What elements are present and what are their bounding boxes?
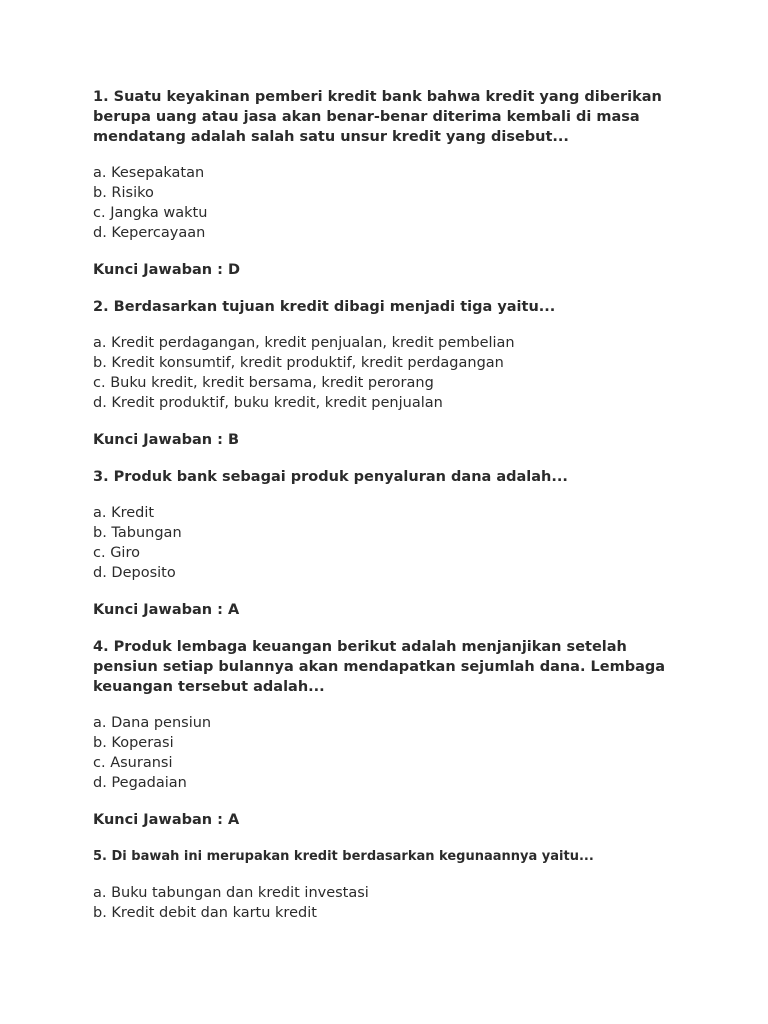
option: d. Deposito <box>93 565 176 581</box>
question-3 <box>93 467 693 620</box>
answer-key: Kunci Jawaban : B <box>93 432 240 448</box>
answer-key: Kunci Jawaban : D <box>93 262 241 278</box>
options-list <box>93 883 693 923</box>
question-1 <box>93 87 693 280</box>
option: a. Dana pensiun <box>93 715 212 731</box>
options-list <box>93 713 693 793</box>
option: c. Buku kredit, kredit bersama, kredit perorang <box>93 375 434 391</box>
option: a. Kesepakatan <box>93 165 205 181</box>
question-4 <box>93 637 693 830</box>
option: d. Kepercayaan <box>93 225 206 241</box>
option: b. Risiko <box>93 185 154 201</box>
question-text: 1. Suatu keyakinan pemberi kredit bank bahwa kredit yang diberikan berupa uang atau jasa akan benar-benar diterima kembali di masa mendatang adalah salah satu unsur kredit yang disebut... <box>93 89 662 145</box>
option: b. Kredit debit dan kartu kredit <box>93 905 317 921</box>
options-list <box>93 503 693 583</box>
option: b. Tabungan <box>93 525 182 541</box>
answer-key: Kunci Jawaban : A <box>93 602 240 618</box>
option: b. Koperasi <box>93 735 174 751</box>
question-text: 2. Berdasarkan tujuan kredit dibagi menjadi tiga yaitu... <box>93 299 556 315</box>
option: b. Kredit konsumtif, kredit produktif, kredit perdagangan <box>93 355 504 371</box>
question-text: 4. Produk lembaga keuangan berikut adalah menjanjikan setelah pensiun setiap bulannya akan mendapatkan sejumlah dana. Lembaga keuangan tersebut adalah... <box>93 639 666 695</box>
options-list <box>93 333 693 413</box>
option: d. Pegadaian <box>93 775 187 791</box>
option: c. Giro <box>93 545 140 561</box>
answer-key: Kunci Jawaban : A <box>93 812 240 828</box>
question-text: 5. Di bawah ini merupakan kredit berdasarkan kegunaannya yaitu... <box>93 849 594 864</box>
option: a. Kredit <box>93 505 155 521</box>
option: a. Kredit perdagangan, kredit penjualan, kredit pembelian <box>93 335 515 351</box>
question-5 <box>93 847 693 923</box>
option: c. Jangka waktu <box>93 205 208 221</box>
options-list <box>93 163 693 243</box>
option: a. Buku tabungan dan kredit investasi <box>93 885 369 901</box>
quiz-content <box>93 87 693 940</box>
option: d. Kredit produktif, buku kredit, kredit penjualan <box>93 395 443 411</box>
question-text: 3. Produk bank sebagai produk penyaluran dana adalah... <box>93 469 568 485</box>
question-2 <box>93 297 693 450</box>
option: c. Asuransi <box>93 755 173 771</box>
